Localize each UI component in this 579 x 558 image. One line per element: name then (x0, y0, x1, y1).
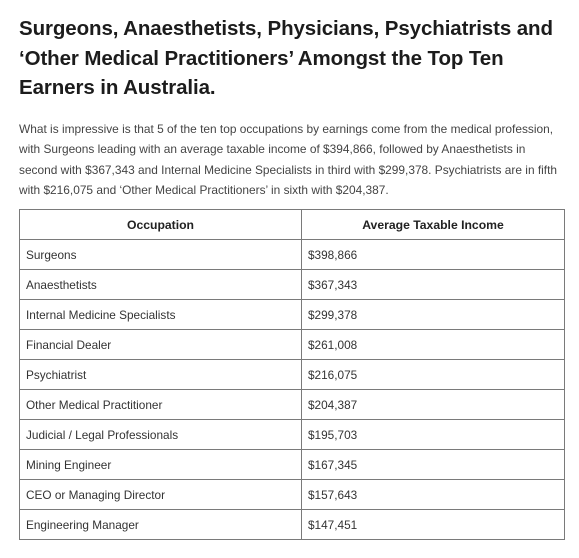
occupation-cell: Judicial / Legal Professionals (20, 420, 302, 450)
occupation-cell: Engineering Manager (20, 510, 302, 540)
table-row (20, 420, 565, 450)
table-row (20, 270, 565, 300)
earnings-table (19, 209, 565, 540)
income-cell: $195,703 (302, 420, 565, 450)
table-row (20, 300, 565, 330)
income-cell: $157,643 (302, 480, 565, 510)
income-cell: $299,378 (302, 300, 565, 330)
income-cell: $147,451 (302, 510, 565, 540)
article-title: Surgeons, Anaesthetists, Physicians, Psychiatrists and ‘Other Medical Practitioners’ Amongst the Top Ten Earners in Australia. (19, 17, 553, 99)
occupation-cell: CEO or Managing Director (20, 480, 302, 510)
table-header-row (20, 210, 565, 240)
table-row (20, 450, 565, 480)
occupation-cell: Other Medical Practitioner (20, 390, 302, 420)
income-cell: $398,866 (302, 240, 565, 270)
income-cell: $167,345 (302, 450, 565, 480)
income-cell: $216,075 (302, 360, 565, 390)
income-cell: $204,387 (302, 390, 565, 420)
income-cell: $261,008 (302, 330, 565, 360)
occupation-cell: Internal Medicine Specialists (20, 300, 302, 330)
table-row (20, 480, 565, 510)
income-cell: $367,343 (302, 270, 565, 300)
column-header-occupation: Occupation (20, 210, 302, 240)
table-row (20, 390, 565, 420)
occupation-cell: Mining Engineer (20, 450, 302, 480)
column-header-income: Average Taxable Income (302, 210, 565, 240)
table-row (20, 360, 565, 390)
occupation-cell: Psychiatrist (20, 360, 302, 390)
occupation-cell: Financial Dealer (20, 330, 302, 360)
table-row (20, 240, 565, 270)
article (19, 14, 567, 201)
table-row (20, 510, 565, 540)
article-intro: What is impressive is that 5 of the ten top occupations by earnings come from the medical profession, with Surgeons leading with an average taxable income of $394,866, followed by Anaesthetists in second with $367,343 and Internal Medicine Specialists in third with $299,378. Psychiatrists are in fifth with $216,075 and ‘Other Medical Practitioners’ in sixth with $204,387. (19, 121, 558, 197)
occupation-cell: Anaesthetists (20, 270, 302, 300)
occupation-cell: Surgeons (20, 240, 302, 270)
table-row (20, 330, 565, 360)
